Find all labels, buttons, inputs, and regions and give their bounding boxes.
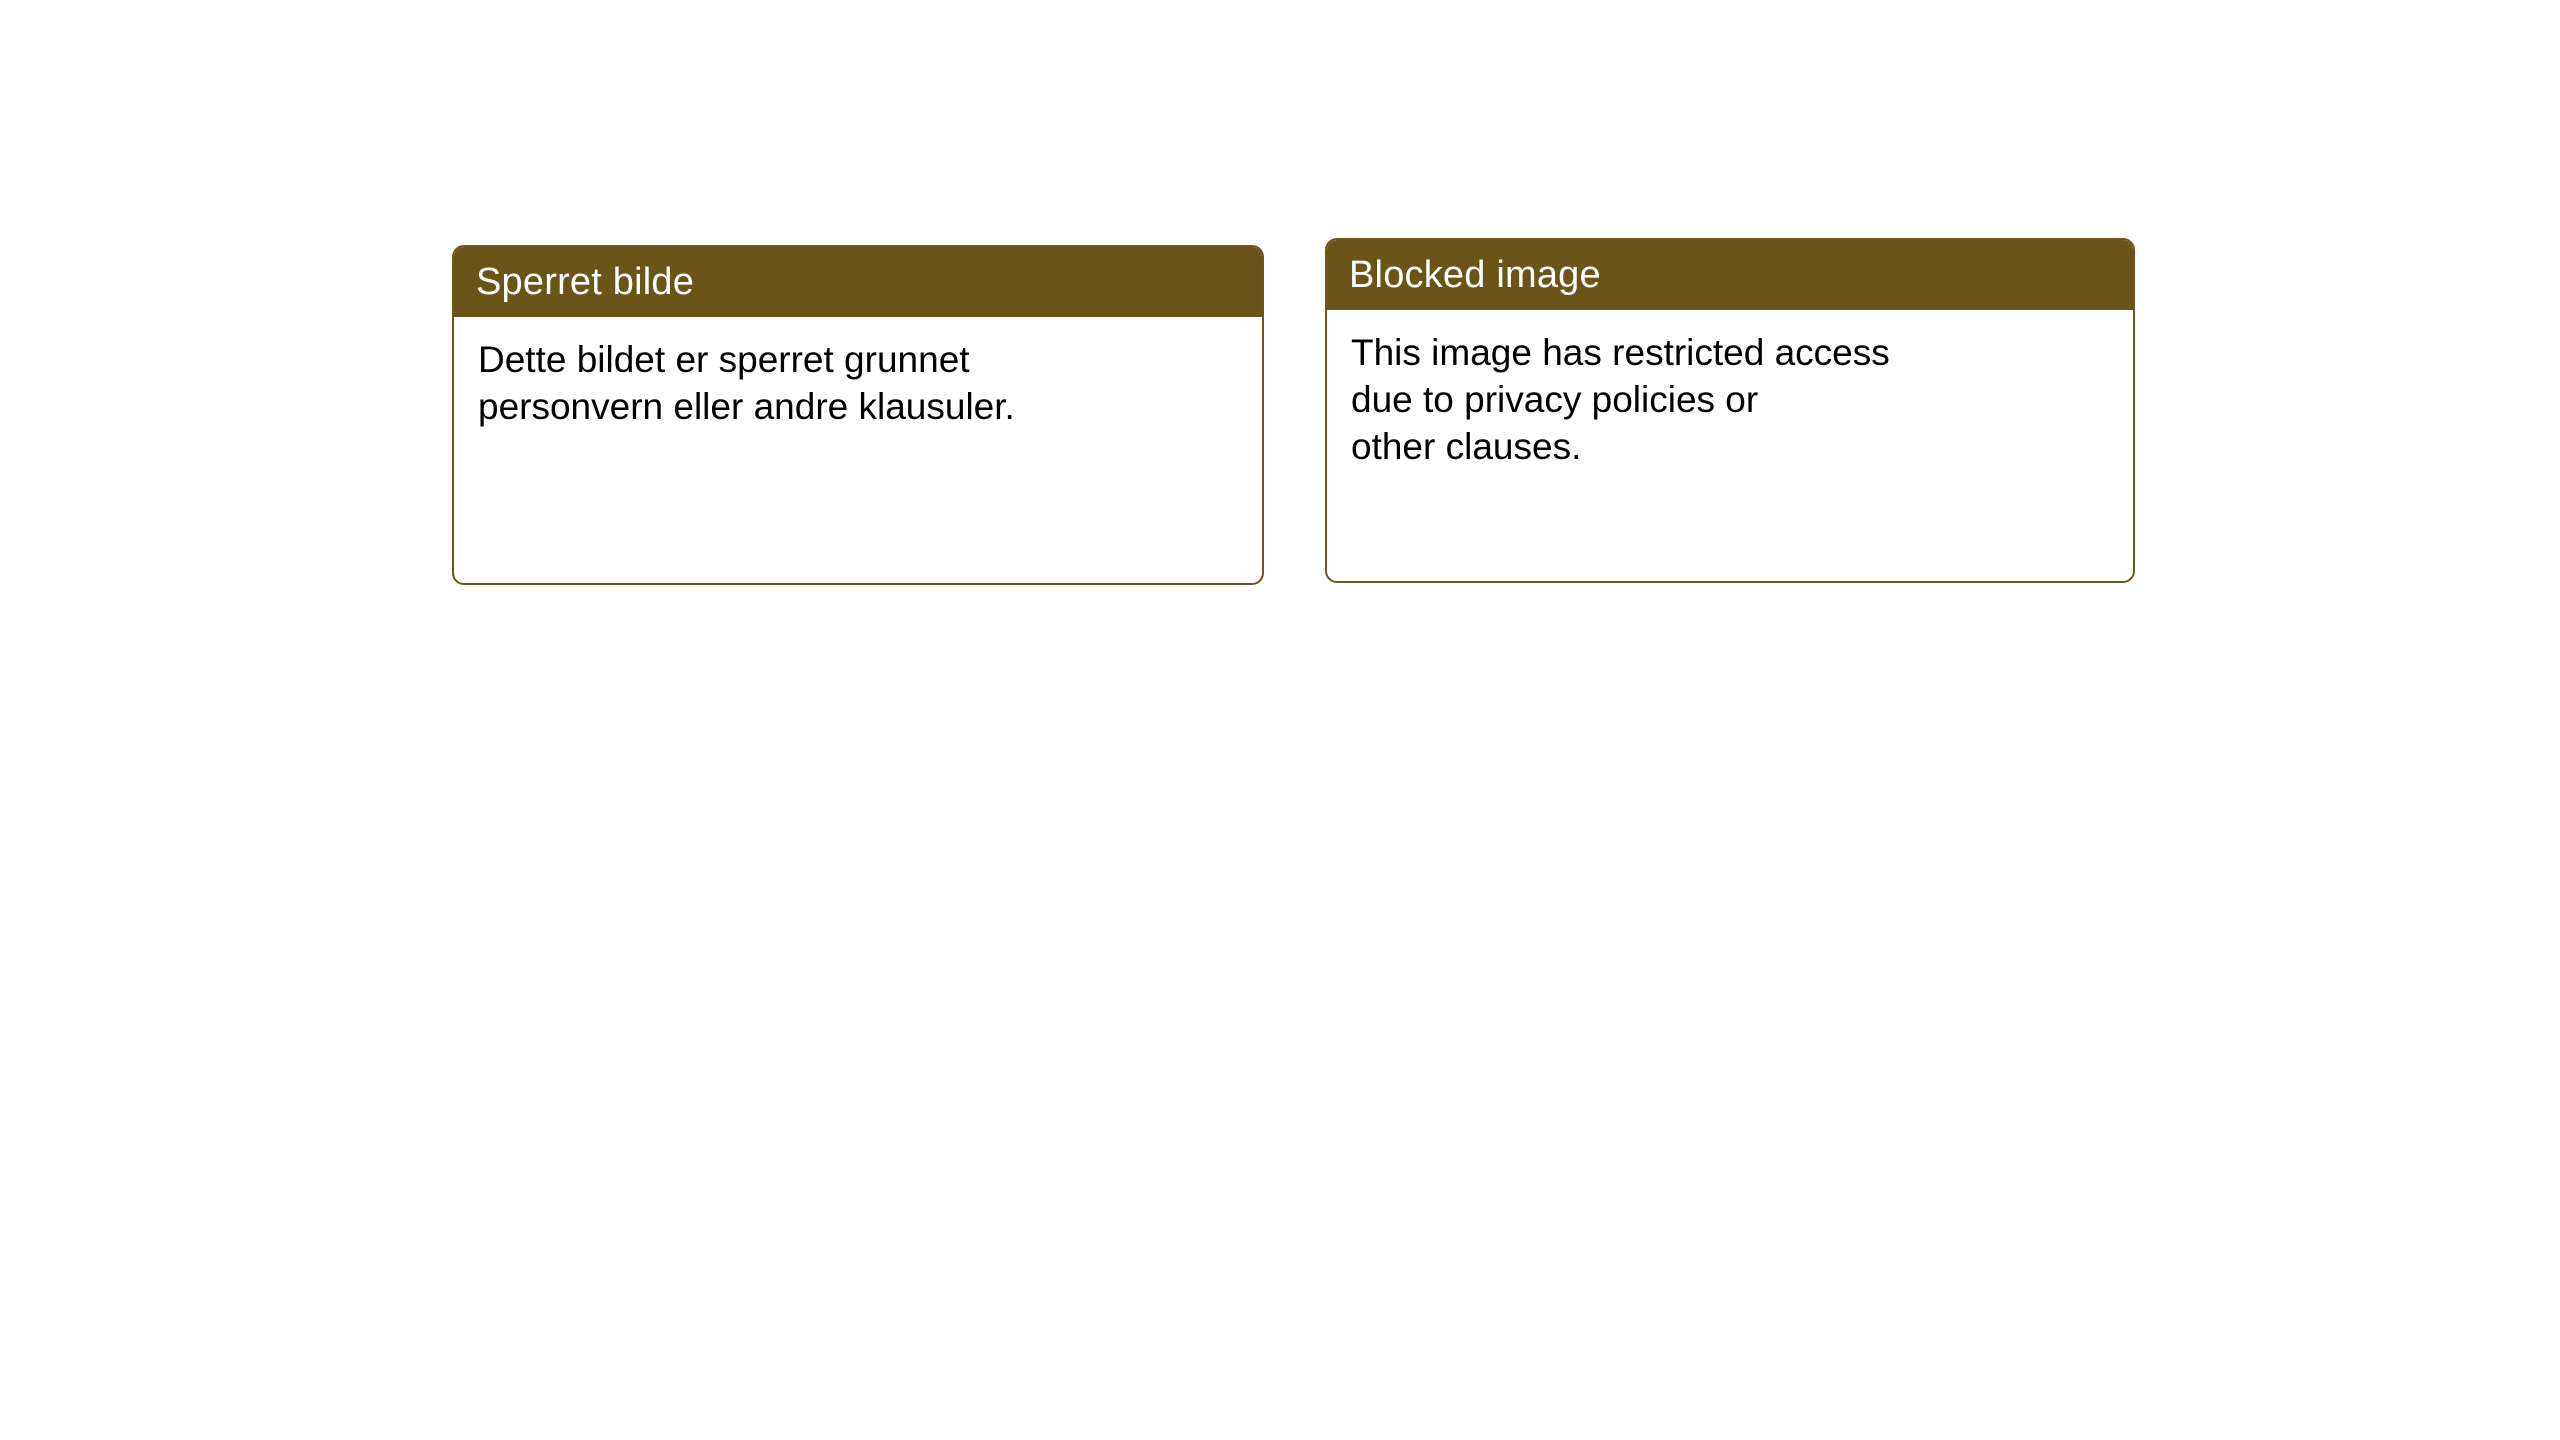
blocked-image-card-norwegian xyxy=(452,245,1264,585)
card-body-line: other clauses. xyxy=(1351,425,1582,467)
card-title-english: Blocked image xyxy=(1327,240,2133,310)
card-body-line: due to privacy policies or xyxy=(1351,378,1759,420)
card-body-english xyxy=(1327,310,2133,495)
card-body-norwegian xyxy=(454,317,1262,455)
blocked-image-card-english xyxy=(1325,238,2135,583)
card-title-norwegian: Sperret bilde xyxy=(454,247,1262,317)
card-body-line: This image has restricted access xyxy=(1351,332,1890,373)
card-body-line: personvern eller andre klausuler. xyxy=(478,385,1015,427)
card-body-line: Dette bildet er sperret grunnet xyxy=(478,339,970,380)
